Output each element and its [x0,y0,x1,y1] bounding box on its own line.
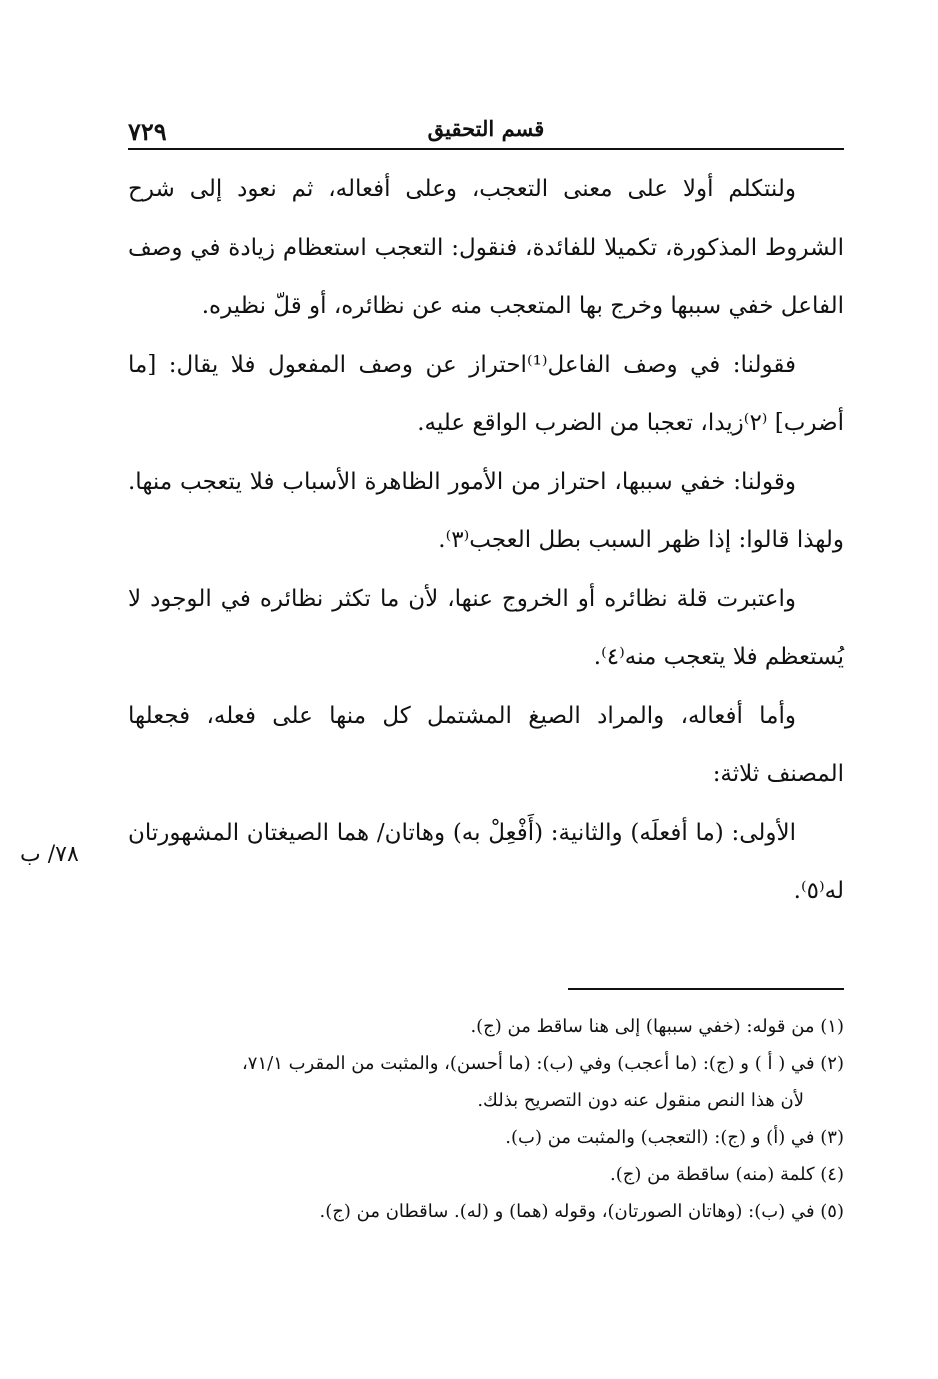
paragraph-2: فقولنا: في وصف الفاعل⁽¹⁾احتراز عن وصف المفعول فلا يقال: [ما أضرب] ⁽٢⁾زيدا، تعجبا من الضرب الواقع عليه. [128,351,844,436]
header-title: قسم التحقيق [427,116,545,141]
footnotes [128,1008,844,1230]
main-text [128,160,844,921]
manuscript-folio-marker: ٧٨/ ب [20,842,79,867]
paragraph-4: واعتبرت قلة نظائره أو الخروج عنها، لأن ما تكثر نظائره في الوجود لا يُستعظم فلا يتعجب منه⁽٤⁾. [128,585,844,670]
page [128,110,844,921]
paragraph-5: وأما أفعاله، والمراد الصيغ المشتمل كل منها على فعله، فجعلها المصنف ثلاثة: [128,702,844,787]
paragraph-1: ولنتكلم أولا على معنى التعجب، وعلى أفعاله، ثم نعود إلى شرح الشروط المذكورة، تكميلا للفائدة، فنقول: التعجب استعظام زيادة في وصف الفاعل خفي سببها وخرج بها المتعجب منه عن نظائره، أو قلّ نظيره. [128,176,844,319]
footnote-4: (٤) كلمة (منه) ساقطة من (ج). [609,1164,844,1185]
page-number: ٧٢٩ [128,117,167,146]
running-header [128,110,844,150]
footnote-3: (٣) في (أ) و (ج): (التعجب) والمثبت من (ب). [505,1127,844,1148]
paragraph-3: وقولنا: خفي سببها، احتراز من الأمور الظاهرة الأسباب فلا يتعجب منها. ولهذا قالوا: إذا ظهر السبب بطل العجب⁽٣⁾. [128,468,844,553]
footnote-5: (٥) في (ب): (وهاتان الصورتان)، وقوله (هما) و (له). ساقطان من (ج). [319,1201,844,1222]
paragraph-6: الأولى: (ما أفعلَه) والثانية: (أَفْعِلْ به) وهاتان/ هما الصيغتان المشهورتان له⁽٥⁾. [128,819,844,904]
footnote-1: (١) من قوله: (خفي سببها) إلى هنا ساقط من (ج). [470,1016,844,1037]
footnote-2: (٢) في ( أ ) و (ج): (ما أعجب) وفي (ب): (ما أحسن)، والمثبت من المقرب ٧١/١، [241,1053,844,1074]
footnote-2-continuation: لأن هذا النص منقول عنه دون التصريح بذلك. [477,1090,804,1111]
footnote-separator [568,988,844,990]
